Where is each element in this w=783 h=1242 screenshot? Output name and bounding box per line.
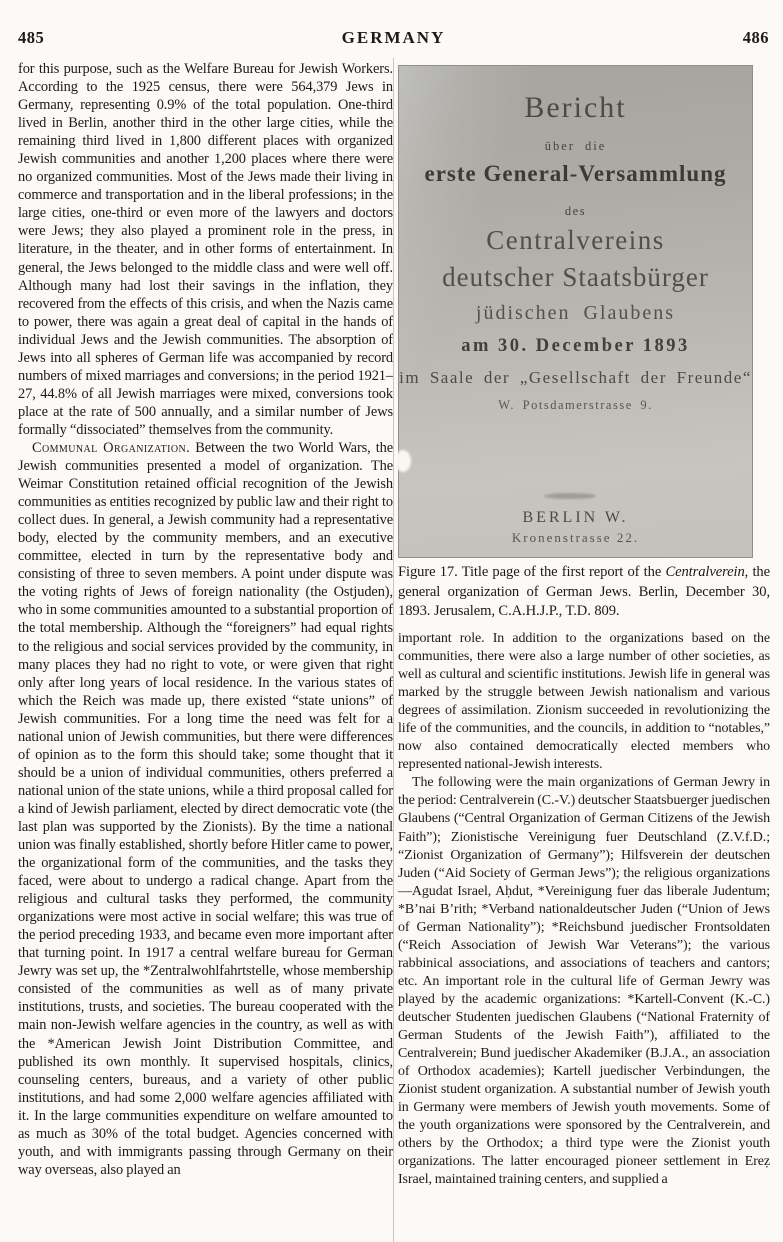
plate-date-line: am 30. December 1893 [461,336,690,356]
plate-subtitle-2: des [564,204,587,218]
caption-text: , the general organization of German Jews. Berlin, December 30, 1893. Jerusalem, C.A.H.J.P., T.D. 809. [398,564,770,619]
plate-venue-line: im Saale der „Gesellschaft der Freunde“ [399,368,752,387]
figure-17-plate [398,65,753,558]
page-number-left: 485 [18,28,45,47]
paragraph-text: for this purpose, such as the Welfare Bureau for Jewish Workers. According to the 1925 census, there were 564,379 Jews in Germany, representing 0.9% of the total population. One-third lived in Berlin, another third in the other large cities, while the remaining third lived in 1,800 different places with organized Jewish communities and another 1,200 places where there were no organized communities. Most of the Jews made their living in commerce and transportation and in the liberal professions; in the large cities, one-third or even more of the lawyers and doctors were Jews; they also played a prominent role in the press, in literature, in the theater, and in other forms of entertainment. In general, the Jews belonged to the middle class and were well off. Although many had lost their savings in the inflation, they recovered from the effects of this crisis, and when the Nazis came to power, there was again a great deal of capital in the hands of individual Jews and the Jewish communities. The absorption of Jews into all spheres of German life was accompanied by record numbers of mixed marriages and conversions; in the period 1921–27, 44.8% of all Jewish marriages were mixed, conversions took place at the rate of 500 annually, and a similar number of Jews formally “dissociated” themselves from the community. [18,61,393,438]
paragraph-text: important role. In addition to the organizations based on the communities, there were also a large number of other societies, as well as cultural and scientific institutions. Jewish life in general was marked by the struggle between Jewish nationalism and various degrees of assimilation. Zionism succeeded in revolutionizing the life of the communities, and the councils, in addition to “notables,” now also contained democratically elected members who represented national-Jewish interests. [398,631,770,773]
paragraph-text: Between the two World Wars, the Jewish communities presented a model of organization. The Weimar Constitution retained official recognition of the Jewish communities as entities recognized by public law and their right to collect dues. In general, a Jewish community had a representative body, elected by the community members, and an executive committee, elected in turn by the representative body and consisting of three to seven members. A point under dispute was the voting rights of Jews of foreign nationality (the Ostjuden), who in some communities amounted to a substantial proportion of the total membership. Although the “foreigners” had equal rights to the religious and social services provided by the community, in many places they had no right to vote, or were given that right only after long years of local residence. In the various states of which the Reich was made up, there existed “state unions” of Jewish communities. For a long time the need was felt for a national union of Jewish communities, but there were differences of opinion as to the form this should take; some thought that it should be a union of individual communities, others preferred a national union of the state unions, while a third proposal called for a kind of Jewish parliament, elected by direct democratic vote (the last plan was supported by the Zionists). By the time a national union was finally established, shortly before Hitler came to power, the organizational form of the communities, and the tasks they faced, were about to undergo a radical change. Apart from the religious and cultural tasks they performed, the community organizations were most active in social welfare; this was true of the period preceding 1933, and became even more important after that turning point. In 1917 a central welfare bureau for German Jewry was set up, the *Zentralwohlfahrtstelle, whose membership consisted of the communities as well as of many private institutions, trusts, and societies. The bureau cooperated with the main non-Jewish welfare agencies in the country, as well as with the *American Jewish Joint Distribution Committee, and published its own monthly. It supervised hospitals, clinics, counseling centers, bureaus, and a variety of other public institutions, and had some 2,000 welfare agencies affiliated with it. In the large communities expenditure on welfare amounted to as much as 30% of the total budget. Agencies concerned with youth, and with immigrants passing through Germany on their way overseas, also played an [18,439,393,1178]
figure-caption [398,563,770,622]
plate-org-line-1: Centralvereins [486,225,665,255]
plate-street-line: Kronenstrasse 22. [511,530,640,545]
caption-text: Figure 17. Title page of the first report of the [398,564,666,580]
plate-org-line-2: deutscher Staatsbürger [442,262,709,292]
ink-smudge-mark [544,493,596,499]
plate-address-line: W. Potsdamerstrasse 9. [498,398,653,412]
plate-title: Bericht [524,91,627,124]
paragraph-text: The following were the main organizations of German Jewry in the period: Centralverein (C.-V.) deutscher Staatsbuerger juedischen Glaubens (“Central Organization of German Citizens of the Jewish Faith”); Zionistische Vereinigung fuer Deutschland (Z.V.f.D.; “Zionist Organization of Germany”); Hilfsverein der deutschen Juden (“Aid Society of German Jews”); the religious organizations—Agudat Israel, Aḥdut, *Vereinigung fuer das liberale Judentum; *B’nai B’rith; *Verband nationaldeutscher Juden (“Union of Jews of German Nationality”); *Reichsbund juedischer Frontsoldaten (“Reich Association of Jewish War Veterans”); the various rabbinical associations, and associations of teachers and cantors; etc. An important role in the cultural life of German Jewry was played by the academic organizations: *Kartell-Convent (K.-C.) deutscher Studenten juedischen Glaubens (“National Fraternity of German Students of the Jewish Faith”), affiliated to the Centralverein; Bund juedischer Akademiker (B.J.A., an association of Orthodox academies); Kartell juedischer Verbindungen, the Zionist student organization. A substantial number of Jewish youth in Germany were members of Jewish youth movements. Some of the youth organizations were sponsored by the Centralverein, and others by the Orthodox; a third type were the Zionist youth organizations. The latter encouraged pioneer settlement in Ereẓ Israel, maintained training centers, and supplied a [398,775,770,1188]
page-number-right: 486 [742,28,769,47]
plate-subtitle-1: über die [544,139,607,153]
paragraph-communal-organization [18,439,393,1179]
plate-heading-bold: erste General-Versammlung [424,161,727,186]
section-heading: Communal Organization. [32,439,191,456]
paragraph-organizations [398,774,770,1189]
column-divider [393,58,394,1242]
paragraph-continuation [18,60,393,439]
right-column [398,630,770,1242]
caption-italic-term: Centralverein [665,564,745,580]
scan-artifact-notch [395,450,411,472]
plate-city-line: BERLIN W. [522,509,629,526]
left-column [18,60,393,1240]
page-header [18,28,769,50]
running-title: GERMANY [341,28,446,47]
plate-org-line-3: jüdischen Glaubens [475,302,676,324]
paragraph-continuation [398,630,770,774]
